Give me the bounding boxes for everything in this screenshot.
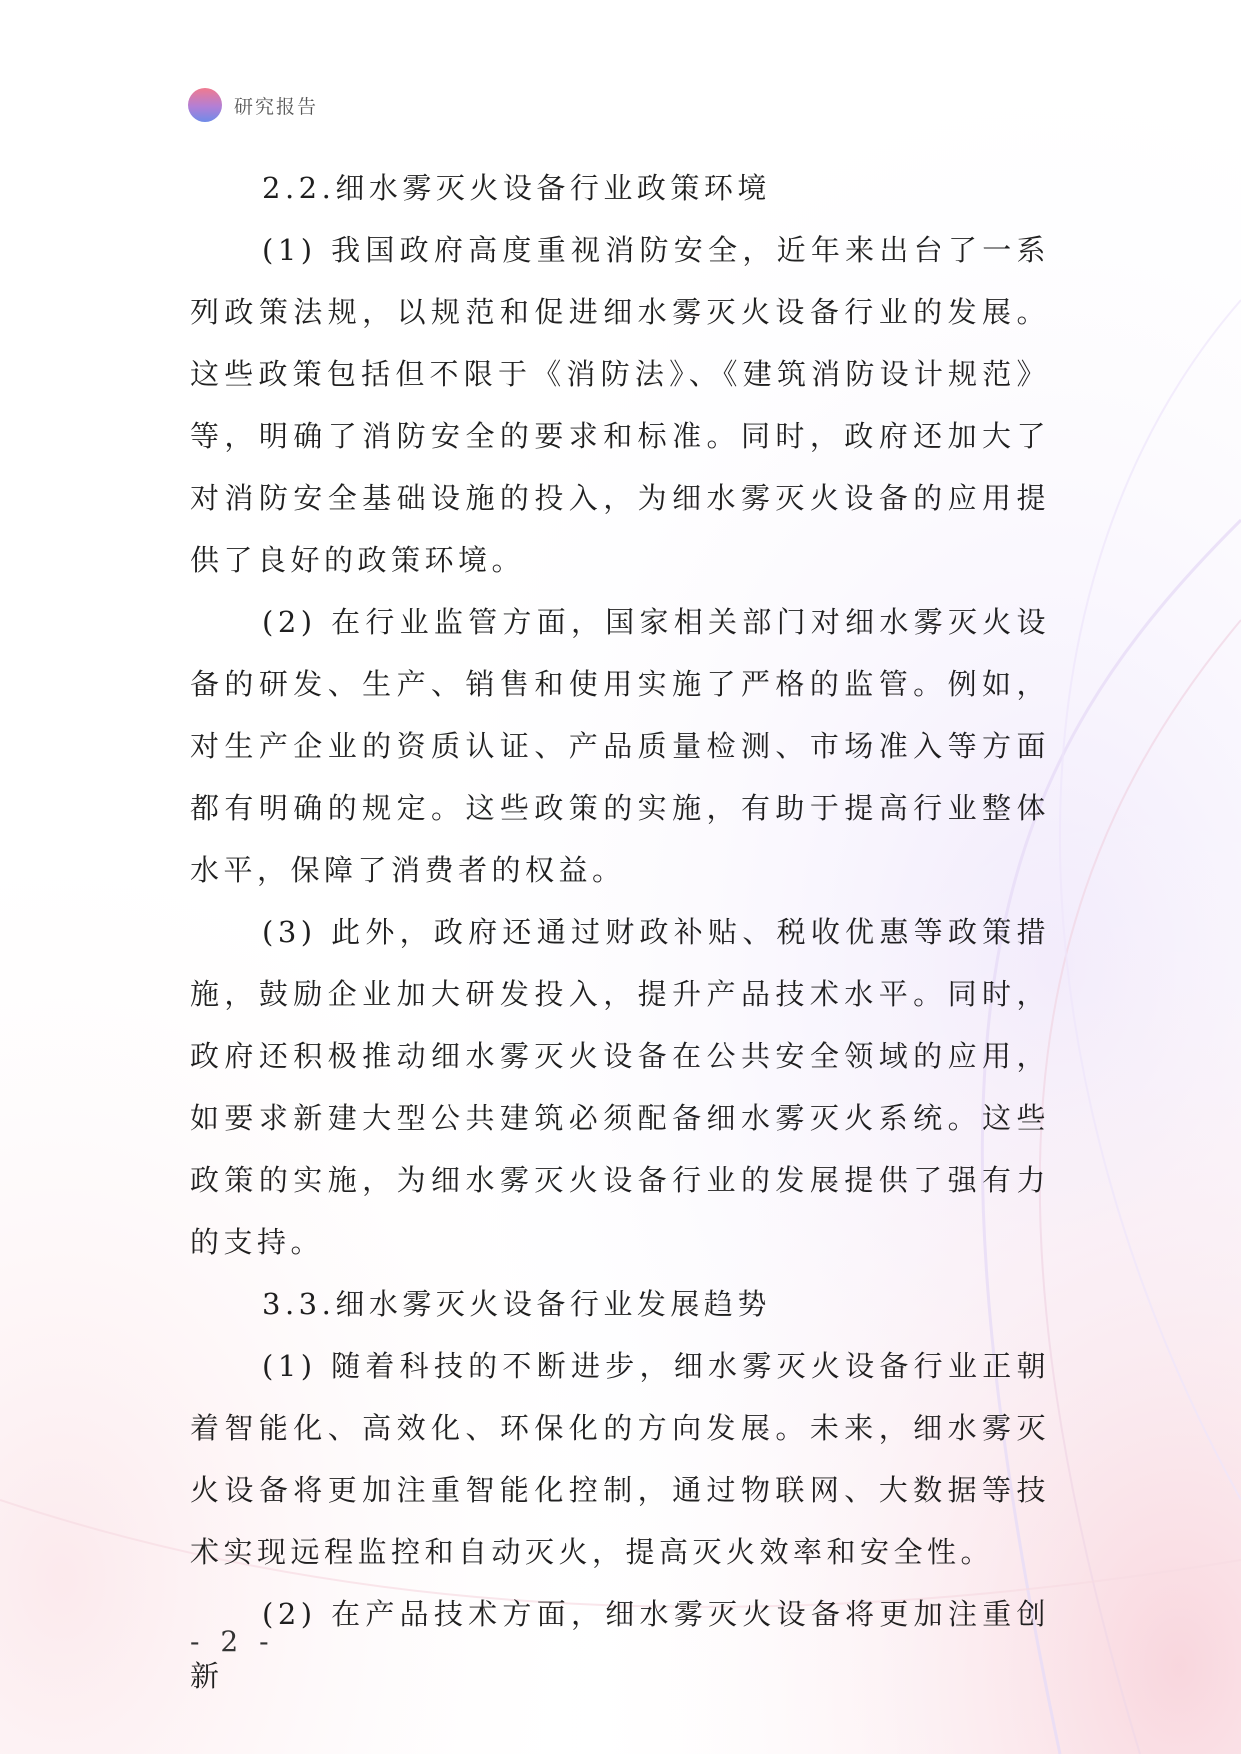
paragraph: (2) 在行业监管方面，国家相关部门对细水雾灭火设备的研发、生产、销售和使用实施了严格的监管。例如，对生产企业的资质认证、产品质量检测、市场准入等方面都有明确的规定。这些政策的实施，有助于提高行业整体水平，保障了消费者的权益。 <box>190 605 1050 887</box>
section-heading: 2.2.细水雾灭火设备行业政策环境 <box>262 171 771 205</box>
page-header <box>188 88 318 122</box>
paragraph: (1) 我国政府高度重视消防安全，近年来出台了一系列政策法规，以规范和促进细水雾灭火设备行业的发展。这些政策包括但不限于《消防法》、《建筑消防设计规范》等，明确了消防安全的要求和标准。同时，政府还加大了对消防安全基础设施的投入，为细水雾灭火设备的应用提供了良好的政策环境。 <box>190 233 1050 577</box>
header-label: 研究报告 <box>234 95 319 118</box>
logo-circle-icon <box>188 88 222 122</box>
paragraph: (2) 在产品技术方面，细水雾灭火设备将更加注重创新 <box>190 1597 1050 1693</box>
paragraph: (1) 随着科技的不断进步，细水雾灭火设备行业正朝着智能化、高效化、环保化的方向发展。未来，细水雾灭火设备将更加注重智能化控制，通过物联网、大数据等技术实现远程监控和自动灭火，提高灭火效率和安全性。 <box>190 1349 1050 1569</box>
document-body <box>190 157 1050 1707</box>
section-heading: 3.3.细水雾灭火设备行业发展趋势 <box>262 1287 771 1321</box>
paragraph: (3) 此外，政府还通过财政补贴、税收优惠等政策措施，鼓励企业加大研发投入，提升产品技术水平。同时，政府还积极推动细水雾灭火设备在公共安全领域的应用，如要求新建大型公共建筑必须配备细水雾灭火系统。这些政策的实施，为细水雾灭火设备行业的发展提供了强有力的支持。 <box>190 915 1050 1259</box>
page-number: - 2 - <box>190 1625 275 1658</box>
